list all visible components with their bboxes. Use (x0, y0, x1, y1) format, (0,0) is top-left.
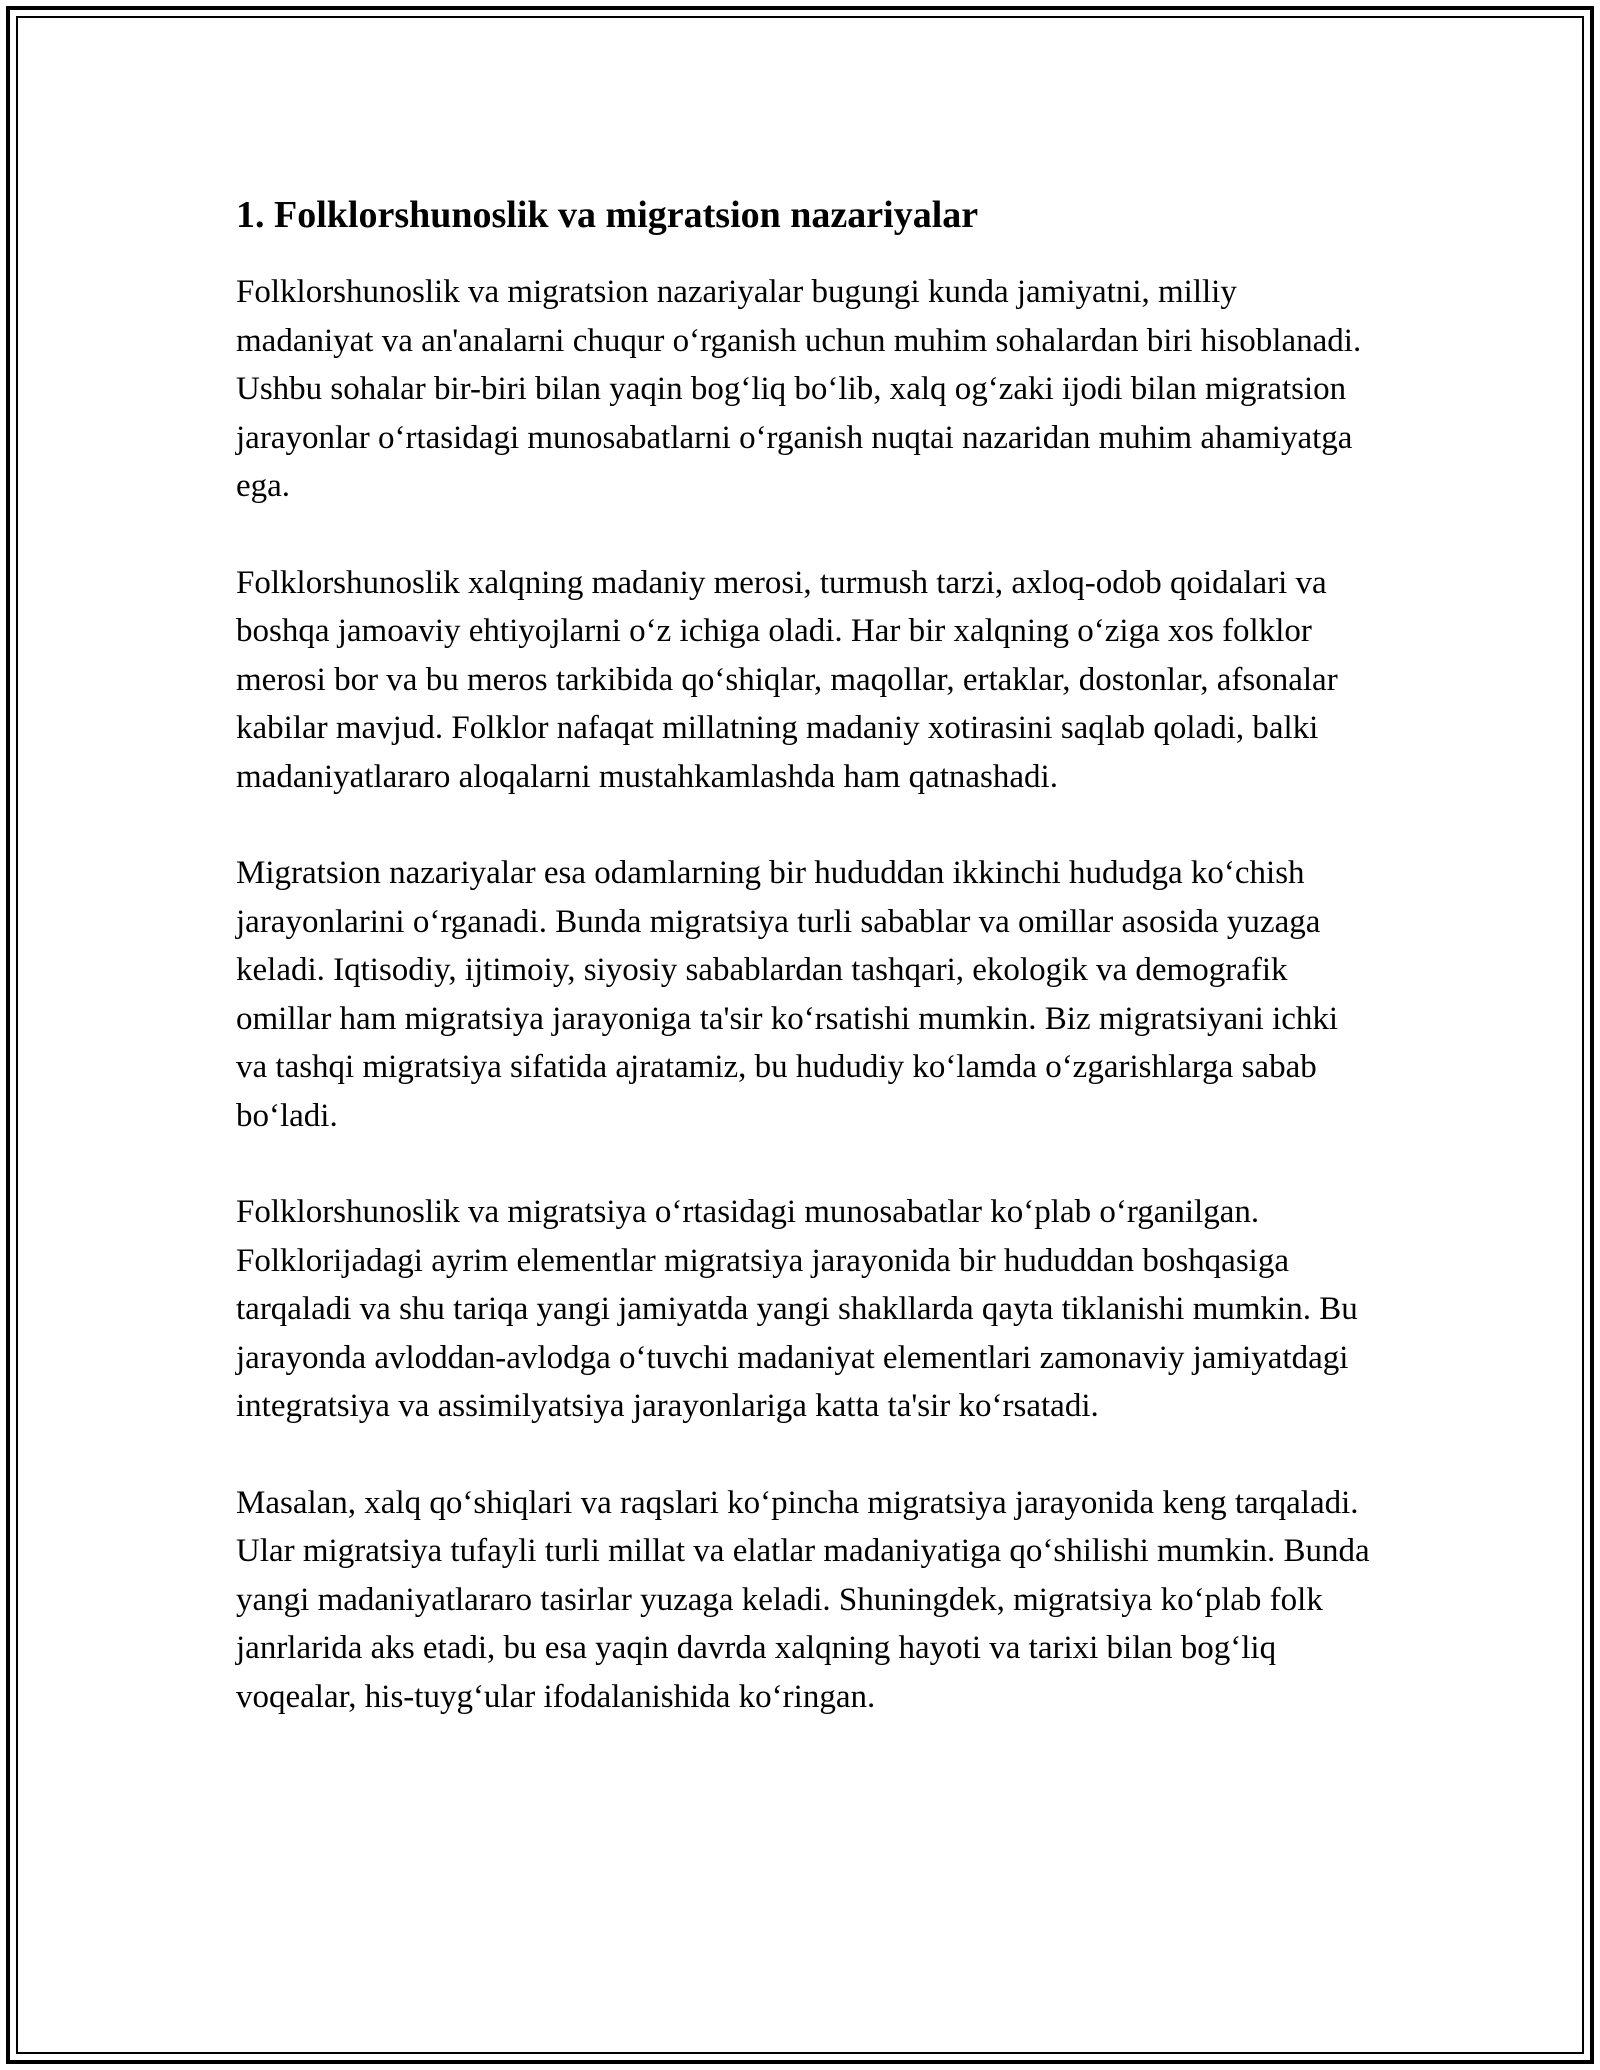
paragraph-3: Migratsion nazariyalar esa odamlarning bir hududdan ikkinchi hududga ko‘chish jarayonlarini o‘rganadi. Bunda migratsiya turli sabablar va omillar asosida yuzaga keladi. Iqtisodiy, ijtimoiy, siyosiy sabablardan tashqari, ekologik va demografik omillar ham migratsiya jarayoniga ta'sir ko‘rsatishi mumkin. Biz migratsiyani ichki va tashqi migratsiya sifatida ajratamiz, bu hududiy ko‘lamda o‘zgarishlarga sabab bo‘ladi. (236, 855, 1339, 1134)
paragraph-4: Folklorshunoslik va migratsiya o‘rtasidagi munosabatlar ko‘plab o‘rganilgan. Folklorijadagi ayrim elementlar migratsiya jarayonida bir hududdan boshqasiga tarqaladi va shu tariqa yangi jamiyatda yangi shakllarda qayta tiklanishi mumkin. Bu jarayonda avloddan-avlodga o‘tuvchi madaniyat elementlari zamonaviy jamiyatdagi integratsiya va assimilyatsiya jarayonlariga katta ta'sir ko‘rsatadi. (236, 1194, 1358, 1424)
document-body (236, 186, 1370, 1721)
section-heading: 1. Folklorshunoslik va migratsion nazariyalar (236, 194, 979, 236)
paragraph-2: Folklorshunoslik xalqning madaniy merosi, turmush tarzi, axloq-odob qoidalari va boshqa jamoaviy ehtiyojlarni o‘z ichiga oladi. Har bir xalqning o‘ziga xos folklor merosi bor va bu meros tarkibida qo‘shiqlar, maqollar, ertaklar, dostonlar, afsonalar kabilar mavjud. Folklor nafaqat millatning madaniy xotirasini saqlab qoladi, balki madaniyatlararo aloqalarni mustahkamlashda ham qatnashadi. (236, 564, 1338, 795)
paragraph-1: Folklorshunoslik va migratsion nazariyalar bugungi kunda jamiyatni, milliy madaniyat va an'analarni chuqur o‘rganish uchun muhim sohalardan biri hisoblanadi. Ushbu sohalar bir-biri bilan yaqin bog‘liq bo‘lib, xalq og‘zaki ijodi bilan migratsion jarayonlar o‘rtasidagi munosabatlarni o‘rganish nuqtai nazaridan muhim ahamiyatga ega. (236, 274, 1362, 504)
paragraph-5: Masalan, xalq qo‘shiqlari va raqslari ko‘pincha migratsiya jarayonida keng tarqaladi. Ular migratsiya tufayli turli millat va elatlar madaniyatiga qo‘shilishi mumkin. Bunda yangi madaniyatlararo tasirlar yuzaga keladi. Shuningdek, migratsiya ko‘plab folk janrlarida aks etadi, bu esa yaqin davrda xalqning hayoti va tarixi bilan bog‘liq voqealar, his-tuyg‘ular ifodalanishida ko‘ringan. (236, 1484, 1370, 1715)
